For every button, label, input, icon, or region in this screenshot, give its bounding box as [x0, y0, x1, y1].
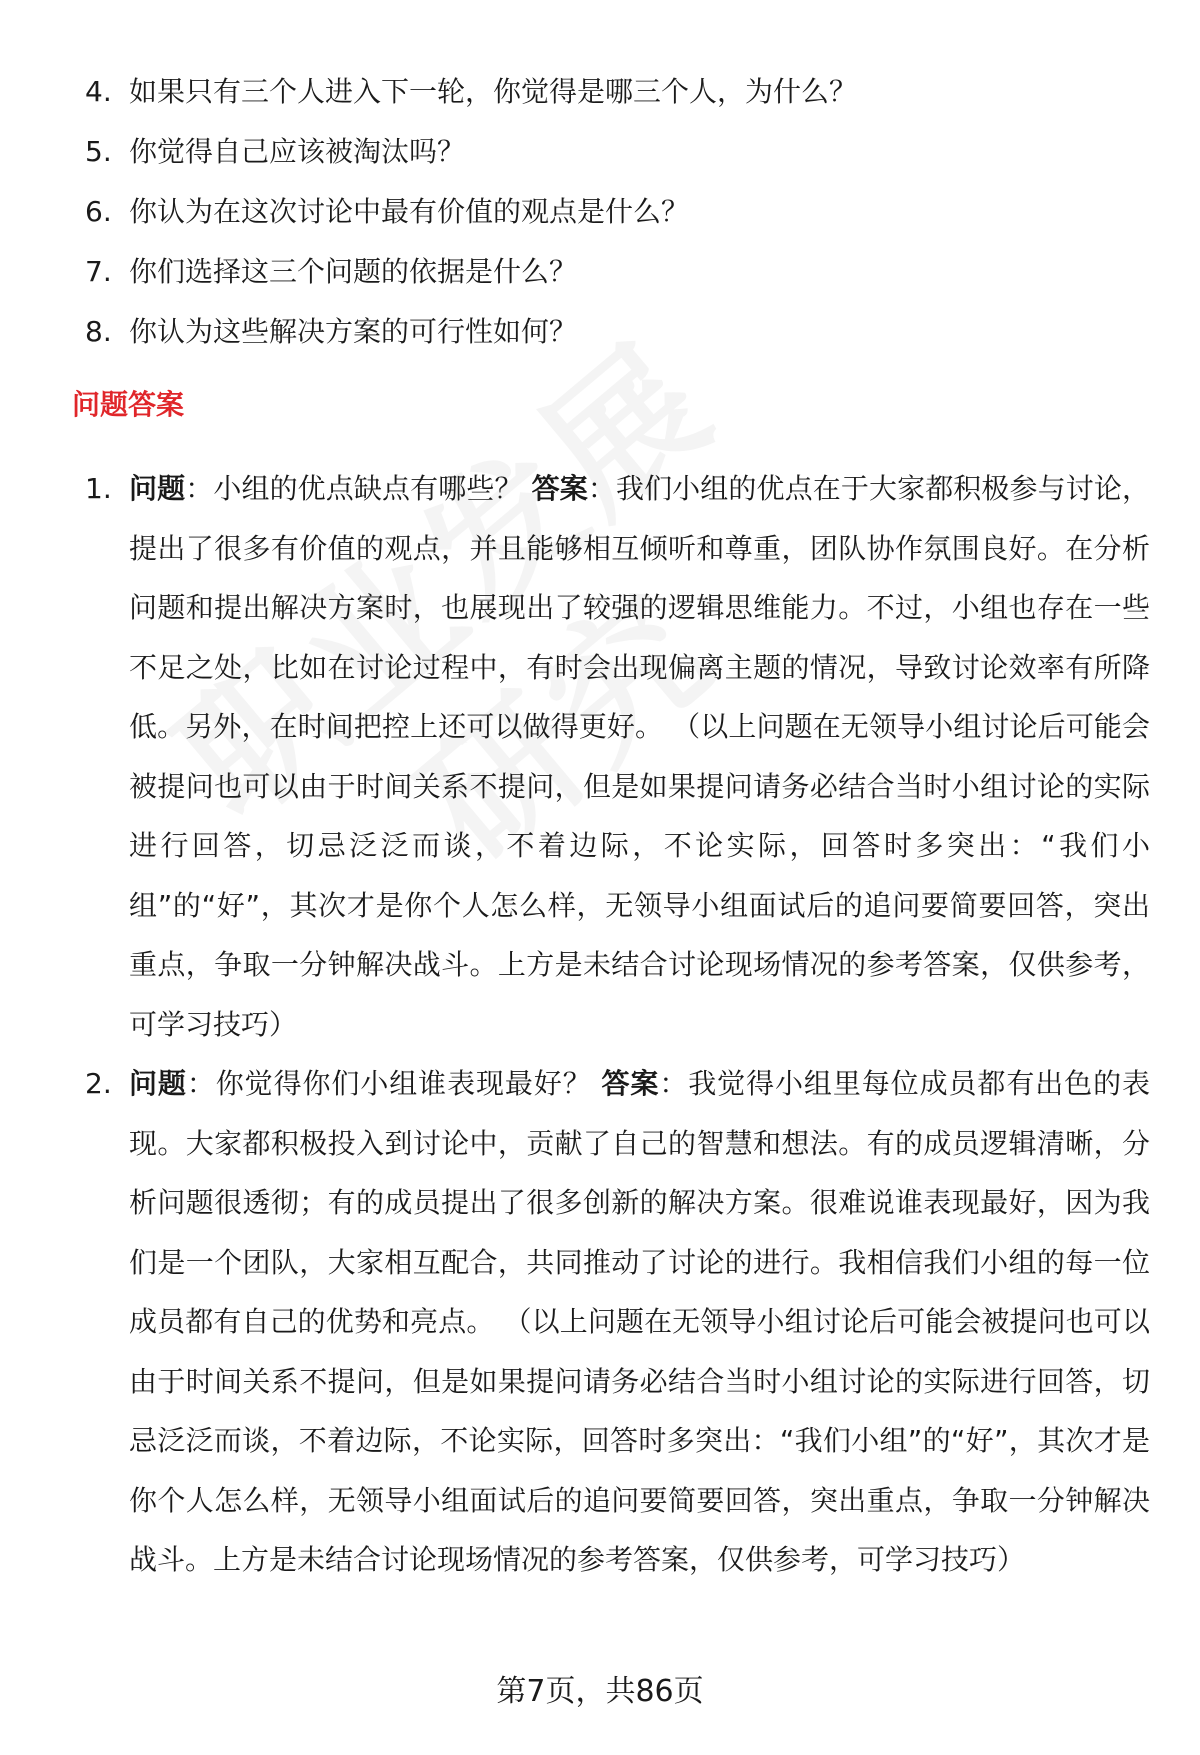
list-item: [85, 182, 1145, 242]
section-title: 问题答案: [72, 388, 185, 421]
answer-item: [85, 1054, 1150, 1590]
item-text: 你觉得自己应该被淘汰吗？: [129, 135, 466, 168]
item-number: 7.: [85, 255, 112, 288]
list-item: [85, 122, 1145, 182]
answer-list: [85, 459, 1150, 1590]
answer-body: [129, 459, 1150, 1054]
answer-item: [85, 459, 1150, 1054]
page-number: 第7页，共86页: [496, 1674, 704, 1709]
answer-text: ：我觉得小组里每位成员都有出色的表现。大家都积极投入到讨论中，贡献了自己的智慧和想法。有的成员逻辑清晰，分析问题很透彻；有的成员提出了很多创新的解决方案。很难说谁表现最好，因为我们是一个团队，大家相互配合，共同推动了讨论的进行。我相信我们小组的每一位成员都有自己的优势和亮点。 （以上问题在无领导小组讨论后可能会被提问也可以由于时间关系不提问，但是如果提问请务必结合当时小组讨论的实际进行回答，切忌泛泛而谈，不着边际，不论实际，回答时多突出：“我们小组”的“好”，其次才是你个人怎么样，无领导小组面试后的追问要简要回答，突出重点，争取一分钟解决战斗。上方是未结合讨论现场情况的参考答案，仅供参考，可学习技巧）: [129, 1067, 1150, 1576]
list-item: [85, 62, 1145, 122]
question-text: ：你觉得你们小组谁表现最好？: [186, 1067, 602, 1100]
item-number: 8.: [85, 315, 112, 348]
item-text: 你们选择这三个问题的依据是什么？: [129, 255, 578, 288]
item-number: 4.: [85, 75, 112, 108]
item-number: 1.: [85, 472, 112, 505]
item-number: 6.: [85, 195, 112, 228]
answer-text: ：我们小组的优点在于大家都积极参与讨论，提出了很多有价值的观点，并且能够相互倾听和尊重，团队协作氛围良好。在分析问题和提出解决方案时，也展现出了较强的逻辑思维能力。不过，小组也存在一些不足之处，比如在讨论过程中，有时会出现偏离主题的情况，导致讨论效率有所降低。另外，在时间把控上还可以做得更好。 （以上问题在无领导小组讨论后可能会被提问也可以由于时间关系不提问，但是如果提问请务必结合当时小组讨论的实际进行回答，切忌泛泛而谈，不着边际，不论实际，回答时多突出：“我们小组”的“好”，其次才是你个人怎么样，无领导小组面试后的追问要简要回答，突出重点，争取一分钟解决战斗。上方是未结合讨论现场情况的参考答案，仅供参考，可学习技巧）: [129, 472, 1150, 1041]
question-label: 问题: [129, 1067, 187, 1100]
question-text: ：小组的优点缺点有哪些？: [185, 472, 532, 505]
answer-label: 答案: [601, 1067, 660, 1100]
question-list: [85, 62, 1145, 362]
item-number: 2.: [85, 1067, 112, 1100]
answer-label: 答案: [531, 472, 588, 505]
question-label: 问题: [129, 472, 186, 505]
answer-body: [129, 1054, 1150, 1590]
list-item: [85, 242, 1145, 302]
item-number: 5.: [85, 135, 112, 168]
list-item: [85, 302, 1145, 362]
item-text: 你认为在这次讨论中最有价值的观点是什么？: [129, 195, 690, 228]
item-text: 如果只有三个人进入下一轮，你觉得是哪三个人，为什么？: [129, 75, 858, 108]
item-text: 你认为这些解决方案的可行性如何？: [129, 315, 578, 348]
